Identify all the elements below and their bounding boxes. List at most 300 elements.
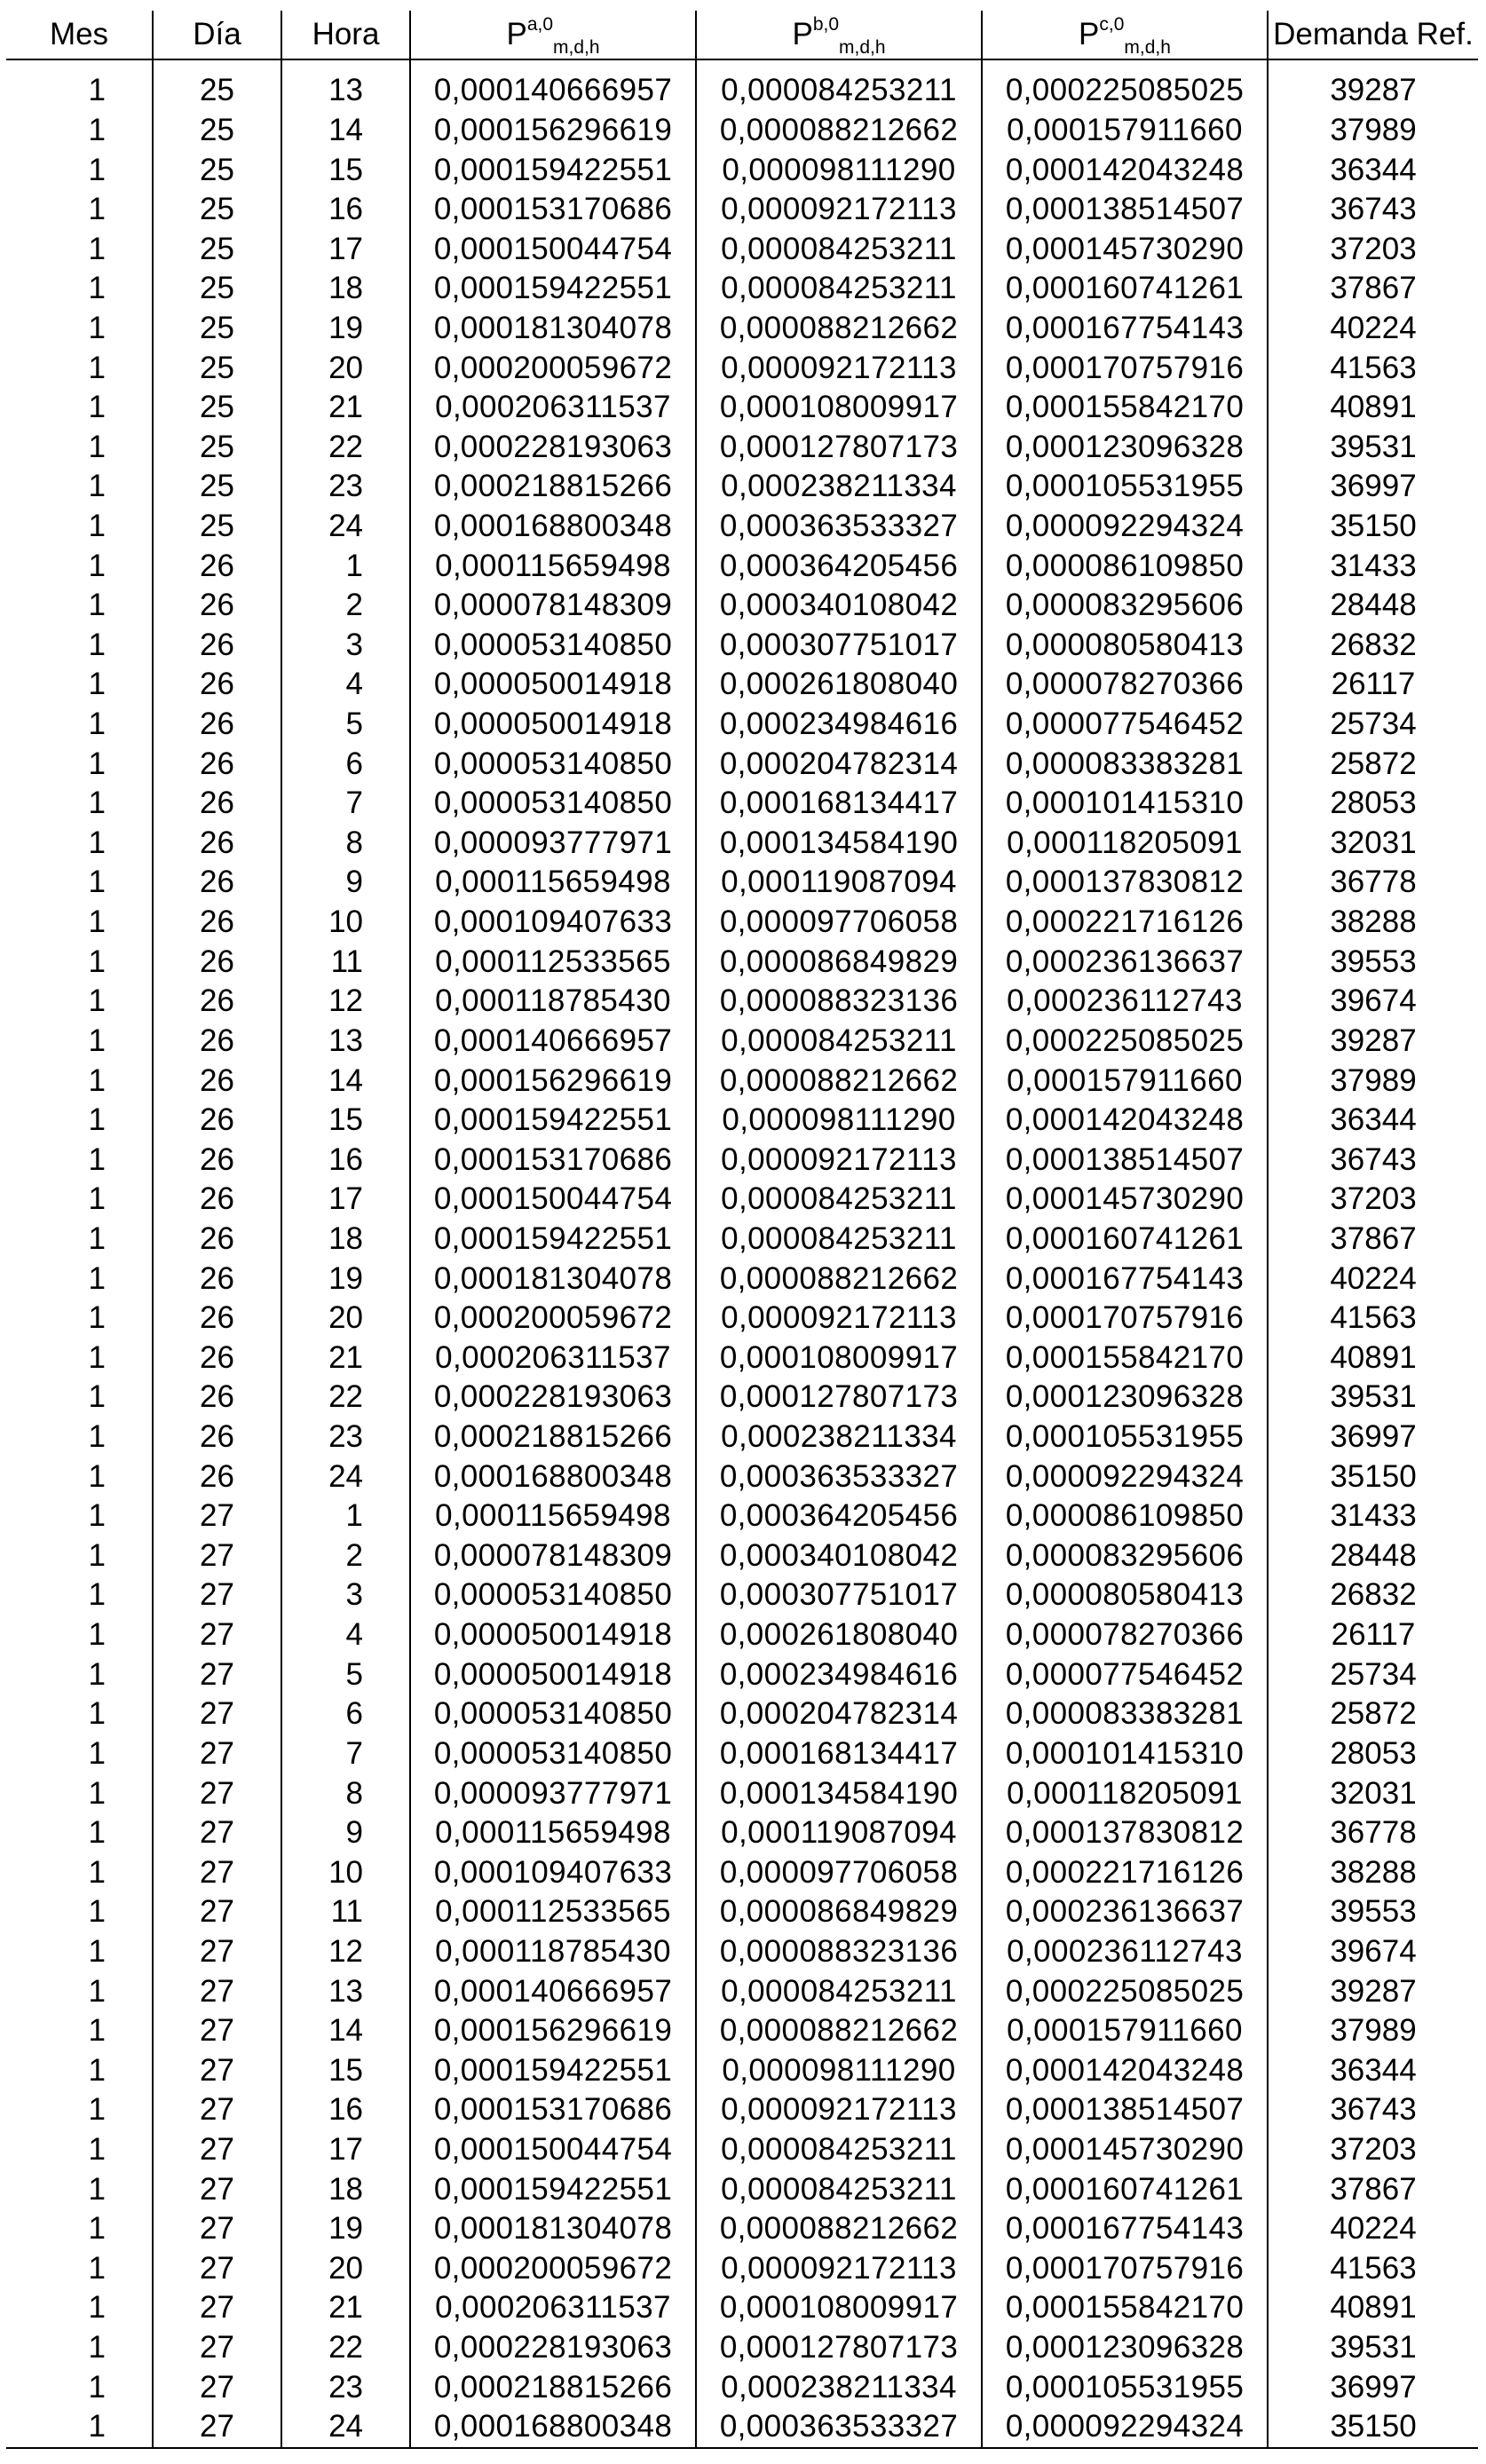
table-row [6, 269, 1478, 309]
cell-p-a: 0,000150044754 [410, 229, 696, 269]
cell-p-a: 0,000050014918 [410, 705, 696, 745]
table-row [6, 1299, 1478, 1339]
cell-dia: 26 [153, 1220, 281, 1260]
cell-p-a: 0,000159422551 [410, 2050, 696, 2090]
cell-p-c: 0,000118205091 [982, 824, 1268, 864]
table-row [6, 1022, 1478, 1062]
cell-p-c: 0,000236112743 [982, 982, 1268, 1022]
table-row [6, 1576, 1478, 1615]
cell-p-a: 0,000050014918 [410, 1655, 696, 1694]
cell-p-c: 0,000077546452 [982, 705, 1268, 745]
cell-p-c: 0,000078270366 [982, 665, 1268, 705]
cell-mes: 1 [88, 2330, 106, 2365]
cell-p-a: 0,000218815266 [410, 467, 696, 507]
table-row [6, 1259, 1478, 1299]
cell-p-b: 0,000092172113 [696, 1140, 982, 1180]
cell-p-c: 0,000083383281 [982, 744, 1268, 784]
cell-mes: 1 [88, 1379, 106, 1415]
table-row [6, 1140, 1478, 1180]
cell-demanda: 39287 [1268, 59, 1478, 111]
cell-mes: 1 [88, 627, 106, 662]
cell-p-c: 0,000105531955 [982, 2367, 1268, 2407]
cell-dia: 25 [153, 348, 281, 388]
table-row [6, 1378, 1478, 1418]
cell-p-a: 0,000200059672 [410, 1299, 696, 1339]
cell-dia: 27 [153, 1497, 281, 1536]
cell-p-b: 0,000168134417 [696, 784, 982, 824]
cell-p-b: 0,000084253211 [696, 269, 982, 309]
table-row [6, 1418, 1478, 1457]
table-header [6, 11, 1478, 59]
cell-p-c: 0,000236136637 [982, 1892, 1268, 1932]
cell-hora: 11 [281, 942, 410, 982]
cell-mes: 1 [88, 2211, 106, 2247]
cell-hora: 10 [281, 1852, 410, 1892]
table-row [6, 2209, 1478, 2249]
cell-p-c: 0,000157911660 [982, 111, 1268, 151]
cell-mes: 1 [88, 983, 106, 1019]
cell-mes: 1 [88, 1062, 106, 1098]
cell-p-a: 0,000159422551 [410, 2169, 696, 2209]
cell-mes: 1 [88, 1617, 106, 1653]
cell-p-c: 0,000080580413 [982, 626, 1268, 666]
cell-p-a: 0,000168800348 [410, 507, 696, 547]
cell-p-b: 0,000088212662 [696, 1259, 982, 1299]
cell-demanda: 36997 [1268, 2367, 1478, 2407]
cell-mes: 1 [88, 1815, 106, 1851]
cell-p-c: 0,000167754143 [982, 1259, 1268, 1299]
cell-p-c: 0,000155842170 [982, 2288, 1268, 2328]
cell-dia: 26 [153, 1101, 281, 1141]
cell-p-b: 0,000234984616 [696, 705, 982, 745]
cell-p-b: 0,000363533327 [696, 507, 982, 547]
cell-dia: 26 [153, 1022, 281, 1062]
cell-mes: 1 [88, 1894, 106, 1930]
table-row [6, 2050, 1478, 2090]
cell-hora: 16 [281, 2090, 410, 2130]
cell-p-a: 0,000115659498 [410, 1813, 696, 1853]
cell-p-b: 0,000238211334 [696, 1418, 982, 1457]
cell-p-c: 0,000118205091 [982, 1773, 1268, 1813]
cell-p-c: 0,000101415310 [982, 784, 1268, 824]
cell-demanda: 25872 [1268, 1694, 1478, 1734]
table-row [6, 2169, 1478, 2209]
cell-p-a: 0,000156296619 [410, 2011, 696, 2051]
table-row [6, 1615, 1478, 1655]
cell-p-a: 0,000115659498 [410, 1497, 696, 1536]
table-row [6, 2011, 1478, 2051]
cell-dia: 25 [153, 427, 281, 467]
cell-demanda: 40891 [1268, 1339, 1478, 1378]
cell-p-c: 0,000092294324 [982, 2407, 1268, 2448]
cell-p-b: 0,000084253211 [696, 1180, 982, 1220]
cell-p-a: 0,000200059672 [410, 348, 696, 388]
cell-hora: 3 [281, 1576, 410, 1615]
cell-p-b: 0,000092172113 [696, 190, 982, 230]
cell-mes: 1 [88, 2052, 106, 2088]
cell-p-b: 0,000307751017 [696, 626, 982, 666]
cell-mes: 1 [88, 1102, 106, 1138]
cell-p-c: 0,000137830812 [982, 863, 1268, 903]
cell-dia: 26 [153, 546, 281, 586]
cell-mes: 1 [88, 2250, 106, 2286]
cell-p-c: 0,000123096328 [982, 1378, 1268, 1418]
cell-demanda: 36743 [1268, 1140, 1478, 1180]
table-row [6, 1694, 1478, 1734]
cell-p-c: 0,000225085025 [982, 1971, 1268, 2011]
cell-p-c: 0,000142043248 [982, 2050, 1268, 2090]
cell-mes: 1 [88, 1973, 106, 2009]
cell-demanda: 26117 [1268, 1615, 1478, 1655]
cell-p-c: 0,000086109850 [982, 1497, 1268, 1536]
cell-demanda: 36743 [1268, 2090, 1478, 2130]
table-row [6, 942, 1478, 982]
cell-mes: 1 [88, 310, 106, 345]
cell-hora: 9 [281, 1813, 410, 1853]
cell-hora: 16 [281, 1140, 410, 1180]
cell-p-b: 0,000234984616 [696, 1655, 982, 1694]
cell-p-c: 0,000137830812 [982, 1813, 1268, 1853]
cell-p-c: 0,000142043248 [982, 150, 1268, 190]
cell-p-b: 0,000098111290 [696, 1101, 982, 1141]
table-row [6, 1852, 1478, 1892]
header-p-c [982, 11, 1268, 59]
cell-hora: 14 [281, 2011, 410, 2051]
cell-p-b: 0,000084253211 [696, 2169, 982, 2209]
cell-demanda: 36997 [1268, 1418, 1478, 1457]
cell-p-c: 0,000170757916 [982, 2249, 1268, 2289]
cell-p-a: 0,000159422551 [410, 269, 696, 309]
cell-mes: 1 [88, 1339, 106, 1375]
cell-p-a: 0,000118785430 [410, 982, 696, 1022]
cell-p-c: 0,000138514507 [982, 2090, 1268, 2130]
table-row [6, 150, 1478, 190]
cell-demanda: 36344 [1268, 1101, 1478, 1141]
cell-p-b: 0,000364205456 [696, 1497, 982, 1536]
cell-mes: 1 [88, 2369, 106, 2405]
cell-dia: 25 [153, 309, 281, 349]
cell-hora: 19 [281, 309, 410, 349]
cell-p-c: 0,000145730290 [982, 229, 1268, 269]
cell-demanda: 31433 [1268, 1497, 1478, 1536]
cell-p-c: 0,000078270366 [982, 1615, 1268, 1655]
cell-dia: 27 [153, 1773, 281, 1813]
cell-mes: 1 [88, 2171, 106, 2207]
cell-hora: 5 [281, 1655, 410, 1694]
cell-demanda: 39287 [1268, 1971, 1478, 2011]
cell-mes: 1 [88, 707, 106, 742]
cell-mes: 1 [88, 350, 106, 385]
cell-demanda: 40224 [1268, 2209, 1478, 2249]
cell-p-c: 0,000138514507 [982, 190, 1268, 230]
header-p-a-sup: a,0 [526, 14, 554, 35]
cell-demanda: 26832 [1268, 626, 1478, 666]
cell-hora: 20 [281, 348, 410, 388]
table-row [6, 982, 1478, 1022]
cell-hora: 12 [281, 1932, 410, 1972]
cell-demanda: 36997 [1268, 467, 1478, 507]
cell-demanda: 39553 [1268, 942, 1478, 982]
cell-p-a: 0,000156296619 [410, 111, 696, 151]
cell-p-b: 0,000098111290 [696, 2050, 982, 2090]
cell-hora: 14 [281, 1061, 410, 1101]
cell-demanda: 38288 [1268, 1852, 1478, 1892]
header-p-a [410, 11, 696, 59]
cell-p-a: 0,000228193063 [410, 1378, 696, 1418]
cell-mes: 1 [88, 588, 106, 623]
cell-mes: 1 [88, 509, 106, 543]
cell-hora: 17 [281, 2130, 410, 2170]
table-row [6, 705, 1478, 745]
cell-p-a: 0,000206311537 [410, 1339, 696, 1378]
cell-dia: 27 [153, 2130, 281, 2170]
cell-mes: 1 [88, 1537, 106, 1573]
cell-mes: 1 [88, 944, 106, 979]
cell-p-c: 0,000083383281 [982, 1694, 1268, 1734]
cell-dia: 26 [153, 824, 281, 864]
cell-dia: 26 [153, 784, 281, 824]
table-row [6, 863, 1478, 903]
cell-p-c: 0,000225085025 [982, 1022, 1268, 1062]
table-row [6, 1971, 1478, 2011]
cell-p-a: 0,000109407633 [410, 1852, 696, 1892]
cell-p-a: 0,000140666957 [410, 59, 696, 111]
cell-p-a: 0,000118785430 [410, 1932, 696, 1972]
cell-hora: 13 [281, 1022, 410, 1062]
cell-p-c: 0,000167754143 [982, 2209, 1268, 2249]
cell-demanda: 36743 [1268, 190, 1478, 230]
cell-p-c: 0,000170757916 [982, 348, 1268, 388]
cell-p-a: 0,000228193063 [410, 427, 696, 467]
table-row [6, 784, 1478, 824]
table-row [6, 2249, 1478, 2289]
cell-mes: 1 [88, 1498, 106, 1534]
table-row [6, 190, 1478, 230]
table-row [6, 1892, 1478, 1932]
cell-p-b: 0,000127807173 [696, 2328, 982, 2368]
cell-p-b: 0,000084253211 [696, 1971, 982, 2011]
cell-p-a: 0,000159422551 [410, 1101, 696, 1141]
cell-p-b: 0,000363533327 [696, 2407, 982, 2448]
cell-demanda: 37203 [1268, 229, 1478, 269]
cell-p-b: 0,000307751017 [696, 1576, 982, 1615]
cell-hora: 18 [281, 2169, 410, 2209]
cell-p-b: 0,000340108042 [696, 1536, 982, 1576]
cell-hora: 15 [281, 1101, 410, 1141]
cell-demanda: 41563 [1268, 2249, 1478, 2289]
cell-mes: 1 [88, 192, 106, 227]
table-row [6, 2407, 1478, 2448]
cell-p-c: 0,000157911660 [982, 1061, 1268, 1101]
cell-p-a: 0,000053140850 [410, 744, 696, 784]
header-row [6, 11, 1478, 59]
cell-p-c: 0,000225085025 [982, 59, 1268, 111]
cell-p-b: 0,000097706058 [696, 903, 982, 943]
header-p-a-sub: m,d,h [553, 37, 600, 58]
header-dia: Día [153, 11, 281, 59]
cell-dia: 26 [153, 1418, 281, 1457]
cell-mes: 1 [88, 1775, 106, 1811]
cell-dia: 27 [153, 2328, 281, 2368]
cell-p-c: 0,000092294324 [982, 1457, 1268, 1497]
cell-p-c: 0,000077546452 [982, 1655, 1268, 1694]
cell-demanda: 28448 [1268, 586, 1478, 626]
cell-p-b: 0,000084253211 [696, 229, 982, 269]
cell-p-c: 0,000142043248 [982, 1101, 1268, 1141]
cell-hora: 14 [281, 111, 410, 151]
cell-p-a: 0,000228193063 [410, 2328, 696, 2368]
cell-dia: 26 [153, 1378, 281, 1418]
cell-mes: 1 [88, 271, 106, 306]
header-p-b-sup: b,0 [812, 14, 840, 35]
cell-p-b: 0,000084253211 [696, 1220, 982, 1260]
cell-hora: 20 [281, 2249, 410, 2289]
cell-p-c: 0,000155842170 [982, 388, 1268, 428]
cell-mes: 1 [88, 429, 106, 464]
cell-hora: 24 [281, 507, 410, 547]
cell-demanda: 28053 [1268, 1734, 1478, 1774]
cell-demanda: 37867 [1268, 2169, 1478, 2209]
table-row [6, 1497, 1478, 1536]
cell-hora: 20 [281, 1299, 410, 1339]
cell-mes: 1 [88, 1300, 106, 1336]
cell-p-c: 0,000092294324 [982, 507, 1268, 547]
cell-dia: 27 [153, 1536, 281, 1576]
cell-hora: 1 [281, 1497, 410, 1536]
cell-p-b: 0,000097706058 [696, 1852, 982, 1892]
cell-p-c: 0,000236136637 [982, 942, 1268, 982]
cell-p-b: 0,000084253211 [696, 2130, 982, 2170]
cell-p-b: 0,000238211334 [696, 467, 982, 507]
cell-p-a: 0,000206311537 [410, 2288, 696, 2328]
cell-mes: 1 [88, 786, 106, 821]
cell-p-b: 0,000261808040 [696, 1615, 982, 1655]
cell-p-b: 0,000088212662 [696, 2011, 982, 2051]
cell-dia: 25 [153, 229, 281, 269]
cell-dia: 26 [153, 982, 281, 1022]
cell-demanda: 39553 [1268, 1892, 1478, 1932]
cell-p-c: 0,000080580413 [982, 1576, 1268, 1615]
cell-dia: 25 [153, 507, 281, 547]
table-row [6, 665, 1478, 705]
cell-dia: 27 [153, 2090, 281, 2130]
table-row [6, 2130, 1478, 2170]
cell-p-a: 0,000168800348 [410, 1457, 696, 1497]
cell-hora: 7 [281, 1734, 410, 1774]
cell-p-b: 0,000092172113 [696, 2249, 982, 2289]
cell-mes: 1 [88, 152, 106, 187]
cell-p-b: 0,000092172113 [696, 2090, 982, 2130]
cell-demanda: 36778 [1268, 863, 1478, 903]
cell-mes: 1 [88, 1656, 106, 1692]
cell-p-a: 0,000159422551 [410, 1220, 696, 1260]
header-p-b [696, 11, 982, 59]
cell-demanda: 40891 [1268, 388, 1478, 428]
cell-dia: 26 [153, 744, 281, 784]
table-row [6, 59, 1478, 111]
cell-p-b: 0,000084253211 [696, 59, 982, 111]
cell-dia: 26 [153, 1061, 281, 1101]
cell-p-a: 0,000050014918 [410, 1615, 696, 1655]
cell-hora: 24 [281, 1457, 410, 1497]
cell-p-a: 0,000093777971 [410, 824, 696, 864]
cell-hora: 10 [281, 903, 410, 943]
cell-p-b: 0,000088212662 [696, 1061, 982, 1101]
table-row [6, 1220, 1478, 1260]
cell-p-c: 0,000086109850 [982, 546, 1268, 586]
cell-p-b: 0,000127807173 [696, 427, 982, 467]
cell-dia: 26 [153, 1140, 281, 1180]
cell-hora: 4 [281, 1615, 410, 1655]
cell-dia: 27 [153, 1813, 281, 1853]
cell-dia: 25 [153, 269, 281, 309]
cell-p-b: 0,000364205456 [696, 546, 982, 586]
header-mes: Mes [6, 11, 153, 59]
table-row [6, 1734, 1478, 1774]
cell-p-c: 0,000221716126 [982, 903, 1268, 943]
cell-dia: 27 [153, 1694, 281, 1734]
cell-p-a: 0,000159422551 [410, 150, 696, 190]
table-row [6, 2288, 1478, 2328]
cell-p-c: 0,000145730290 [982, 2130, 1268, 2170]
table-row [6, 2090, 1478, 2130]
cell-demanda: 38288 [1268, 903, 1478, 943]
cell-p-a: 0,000053140850 [410, 1576, 696, 1615]
cell-demanda: 39531 [1268, 1378, 1478, 1418]
cell-hora: 2 [281, 1536, 410, 1576]
header-p-b-base: P [792, 17, 813, 51]
cell-hora: 2 [281, 586, 410, 626]
cell-dia: 27 [153, 1971, 281, 2011]
cell-p-b: 0,000261808040 [696, 665, 982, 705]
cell-hora: 12 [281, 982, 410, 1022]
cell-mes: 1 [88, 2290, 106, 2326]
cell-p-b: 0,000088212662 [696, 309, 982, 349]
cell-p-b: 0,000363533327 [696, 1457, 982, 1497]
cell-dia: 27 [153, 2407, 281, 2448]
cell-mes: 1 [88, 1696, 106, 1732]
table-row [6, 1932, 1478, 1972]
cell-p-a: 0,000112533565 [410, 942, 696, 982]
cell-hora: 9 [281, 863, 410, 903]
cell-dia: 26 [153, 1180, 281, 1220]
cell-p-a: 0,000115659498 [410, 863, 696, 903]
cell-p-a: 0,000153170686 [410, 2090, 696, 2130]
cell-dia: 26 [153, 1457, 281, 1497]
cell-mes: 1 [88, 1577, 106, 1613]
cell-hora: 21 [281, 2288, 410, 2328]
cell-demanda: 32031 [1268, 1773, 1478, 1813]
cell-demanda: 37989 [1268, 1061, 1478, 1101]
cell-demanda: 25872 [1268, 744, 1478, 784]
cell-mes: 1 [88, 1419, 106, 1455]
cell-mes: 1 [88, 1933, 106, 1969]
cell-hora: 15 [281, 150, 410, 190]
cell-mes: 1 [88, 231, 106, 266]
table-row [6, 1061, 1478, 1101]
cell-mes: 1 [88, 112, 106, 147]
table-row [6, 1339, 1478, 1378]
cell-demanda: 37203 [1268, 1180, 1478, 1220]
cell-p-a: 0,000140666957 [410, 1022, 696, 1062]
cell-demanda: 28053 [1268, 784, 1478, 824]
cell-hora: 16 [281, 190, 410, 230]
table-row [6, 1773, 1478, 1813]
table-row [6, 744, 1478, 784]
cell-p-b: 0,000088323136 [696, 982, 982, 1022]
cell-dia: 26 [153, 1299, 281, 1339]
header-p-c-sup: c,0 [1099, 14, 1125, 35]
